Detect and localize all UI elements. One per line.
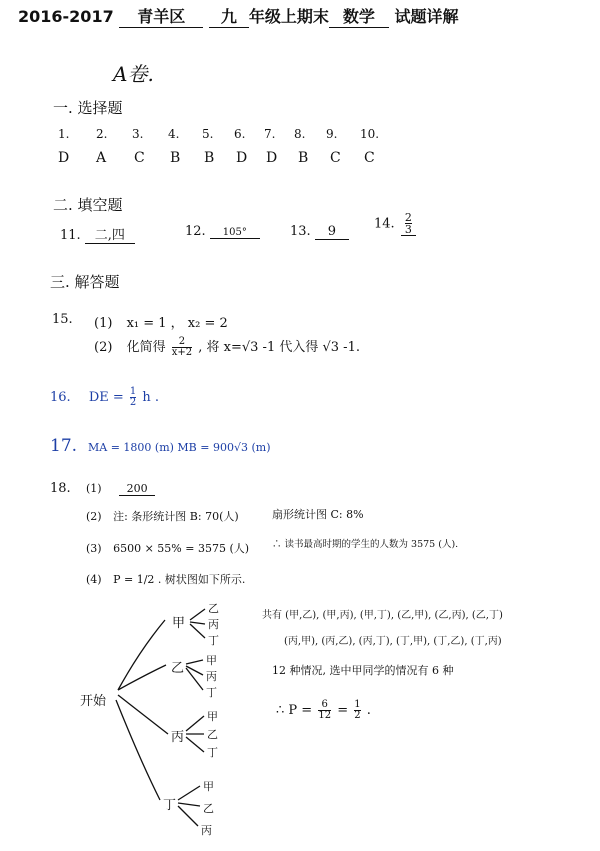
tree-edge	[178, 786, 200, 800]
q18-part2-b: 扇形统计图 C: 8%	[272, 508, 364, 521]
frac-den: 3	[404, 223, 412, 236]
title-grade: 九	[209, 4, 249, 28]
tree-leaf: 丙	[201, 824, 212, 837]
tree-edge	[186, 660, 203, 664]
q15-number: 15.	[52, 312, 73, 327]
mc-answer: D	[58, 150, 70, 166]
tree-leaf: 乙	[203, 802, 214, 815]
mc-answer: C	[134, 150, 145, 166]
tree-edge	[190, 622, 205, 624]
frac-num: 2	[178, 336, 186, 347]
part-text: 化简得	[126, 340, 166, 355]
mc-num: 8.	[294, 127, 306, 141]
tree-leaf: 甲	[203, 780, 214, 793]
fill-answer: 105°	[210, 227, 260, 239]
part-label: (1)	[86, 482, 102, 495]
tree-lines	[116, 609, 205, 826]
part-text: x₁ = 1 ， x₂ = 2	[126, 316, 228, 331]
q17-number: 17.	[50, 436, 78, 456]
fill-num: 14.	[374, 216, 395, 232]
tree-leaf: 乙	[207, 728, 218, 741]
part-answer: 200	[119, 482, 155, 496]
title-suffix: 试题详解	[394, 7, 459, 26]
tree-edge	[178, 806, 198, 826]
part-label: (4)	[86, 573, 102, 586]
frac-num: 1	[129, 386, 137, 397]
q16-number: 16.	[50, 390, 71, 405]
concl-eq: =	[337, 703, 349, 718]
fill-num: 13.	[290, 224, 311, 239]
mc-answer: D	[266, 150, 278, 166]
frac-den: x+2	[171, 347, 193, 358]
mc-answer: C	[330, 150, 341, 166]
tree-edge	[178, 803, 200, 806]
tree-edge	[186, 737, 204, 752]
fill-num: 11.	[60, 228, 81, 243]
mc-answer: A	[96, 150, 107, 166]
tree-branch: 甲	[172, 616, 186, 631]
frac-num: 2	[404, 211, 412, 224]
tree-edge	[118, 620, 165, 690]
mc-num: 5.	[202, 127, 214, 141]
mc-num: 4.	[168, 127, 180, 141]
tree-leaf: 丁	[207, 746, 218, 759]
q16-text-end: h .	[142, 390, 160, 405]
mc-num: 9.	[326, 127, 338, 141]
fill-answer: 9	[315, 224, 349, 240]
section3-heading: 三. 解答题	[50, 273, 120, 291]
mc-num: 3.	[132, 127, 144, 141]
tree-branch: 乙	[171, 661, 185, 676]
mc-answer: D	[236, 150, 248, 166]
tree-leaf: 甲	[207, 710, 218, 723]
frac-num: 1	[354, 699, 361, 710]
part-label: (2)	[94, 340, 113, 355]
tree-leaf: 乙	[208, 602, 219, 615]
mc-num: 2.	[96, 127, 108, 141]
frac-den: 2	[129, 397, 137, 408]
tree-edge	[118, 695, 168, 734]
mc-answer: C	[364, 150, 375, 166]
q17-text: MA = 1800 (m) MB = 900√3 (m)	[88, 441, 271, 454]
tree-leaf: 丙	[208, 618, 219, 631]
tree-leaf: 丁	[206, 686, 217, 699]
tree-leaf: 丙	[206, 670, 217, 683]
tree-branch: 丙	[171, 730, 185, 745]
outcome-list-line1: 共有 (甲,乙), (甲,丙), (甲,丁), (乙,甲), (乙,丙), (乙,丁)	[262, 610, 503, 621]
tree-edge	[190, 609, 205, 620]
part-label: (1)	[94, 316, 113, 331]
part-text: 6500 × 55% = 3575 (人)	[113, 542, 250, 555]
title-year: 2016-2017	[18, 7, 114, 26]
tree-leaf: 丁	[208, 634, 219, 647]
fill-answer: 二,四	[85, 224, 135, 244]
part-text: P = 1/2 . 树状图如下所示.	[113, 573, 246, 586]
title-subject: 数学	[329, 4, 389, 28]
mc-num: 1.	[58, 127, 70, 141]
frac-num: 6	[321, 699, 328, 710]
tree-edge	[190, 624, 205, 638]
mc-answer: B	[298, 150, 309, 166]
section1-heading: 一. 选择题	[53, 99, 123, 117]
concl-text: ∴ P =	[276, 703, 313, 718]
part-text: 注: 条形统计图 B: 70(人)	[113, 510, 239, 523]
mc-num: 7.	[264, 127, 276, 141]
q18-number: 18.	[50, 481, 71, 496]
title-mid: 年级上期末	[248, 7, 329, 26]
q18-part3-b: ∴ 读书最高时期的学生的人数为 3575 (人).	[272, 539, 459, 550]
volume-label: A卷.	[113, 62, 154, 86]
tree-leaf: 甲	[206, 654, 217, 667]
tree-root: 开始	[80, 694, 107, 709]
outcome-count: 12 种情况, 选中甲同学的情况有 6 种	[272, 664, 454, 677]
tree-edge	[116, 700, 160, 800]
concl-end: .	[366, 703, 371, 718]
tree-edge	[186, 716, 204, 731]
title-district: 青羊区	[119, 4, 203, 28]
part-text: , 将 x=√3 -1 代入得 √3 -1.	[198, 340, 360, 355]
tree-branch: 丁	[163, 798, 177, 813]
frac-den: 12	[318, 710, 332, 721]
mc-answer: B	[170, 150, 181, 166]
mc-num: 6.	[234, 127, 246, 141]
mc-num: 10.	[360, 127, 380, 141]
tree-edge	[186, 668, 203, 690]
part-label: (2)	[86, 510, 102, 523]
outcome-list-line2: (丙,甲), (丙,乙), (丙,丁), (丁,甲), (丁,乙), (丁,丙)	[284, 636, 502, 647]
part-label: (3)	[86, 542, 102, 555]
fill-num: 12.	[185, 224, 206, 239]
mc-answer: B	[204, 150, 215, 166]
q16-text: DE =	[88, 390, 124, 405]
section2-heading: 二. 填空题	[53, 196, 123, 214]
frac-den: 2	[354, 710, 361, 721]
